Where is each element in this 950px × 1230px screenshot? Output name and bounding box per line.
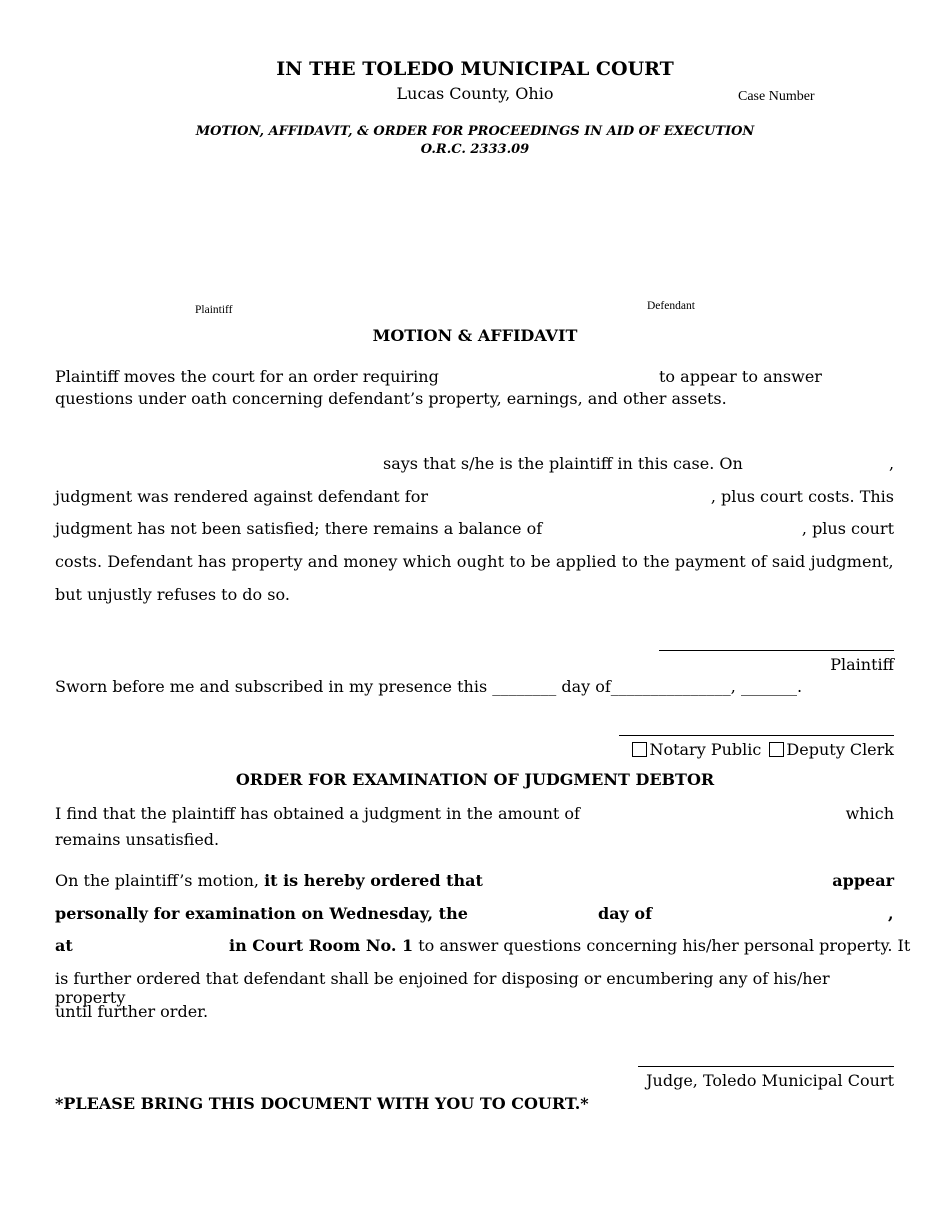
order-heading: ORDER FOR EXAMINATION OF JUDGMENT DEBTOR (235, 770, 715, 789)
order-line-3a: at (55, 936, 73, 955)
notary-public-label: Notary Public (649, 740, 762, 759)
affidavit-line-1a: says that s/he is the plaintiff in this case. On (383, 454, 743, 473)
judge-signature-line[interactable] (638, 1066, 894, 1067)
order-line-1 (55, 871, 483, 890)
order-line-1c: appear (832, 871, 894, 890)
affidavit-line-3a: judgment has not been satisfied; there remains a balance of (55, 519, 543, 538)
order-line-1a: On the plaintiff’s motion, (55, 871, 259, 890)
affidavit-line-4: costs. Defendant has property and money which ought to be applied to the payment of said judgment, (55, 552, 894, 571)
court-title: IN THE TOLEDO MUNICIPAL COURT (276, 58, 674, 80)
affidavit-line-5: but unjustly refuses to do so. (55, 585, 290, 604)
document-caption (0, 123, 950, 159)
order-line-4: is further ordered that defendant shall be enjoined for disposing or encumbering any of his/her property (55, 969, 830, 1007)
order-line-3 (229, 936, 910, 955)
order-find-b: which (845, 804, 894, 823)
affidavit-line-1b: , (889, 454, 895, 473)
county-subtitle: Lucas County, Ohio (396, 84, 554, 103)
judge-signature-label: Judge, Toledo Municipal Court (646, 1071, 894, 1090)
motion-text-2: questions under oath concerning defendant’s property, earnings, and other assets. (55, 389, 727, 408)
order-line-2b: day of (598, 904, 652, 923)
order-find-a: I find that the plaintiff has obtained a judgment in the amount of (55, 804, 580, 823)
defendant-label: Defendant (647, 300, 695, 312)
footer-notice: *PLEASE BRING THIS DOCUMENT WITH YOU TO COURT.* (55, 1094, 589, 1113)
motion-heading: MOTION & AFFIDAVIT (372, 326, 578, 345)
notary-public-checkbox[interactable] (632, 742, 647, 757)
plaintiff-signature-label: Plaintiff (830, 655, 894, 674)
deputy-clerk-checkbox[interactable] (769, 742, 784, 757)
notary-signature-line[interactable] (619, 735, 894, 736)
order-line-1b: it is hereby ordered that (264, 871, 483, 890)
affidavit-line-2b: , plus court costs. This (710, 487, 894, 506)
case-number-label: Case Number (738, 89, 815, 104)
officer-options (632, 740, 894, 759)
order-line-2a: personally for examination on Wednesday, the (55, 904, 468, 923)
plaintiff-signature-line[interactable] (659, 650, 894, 651)
affidavit-line-3b: , plus court (801, 519, 894, 538)
motion-text-1a: Plaintiff moves the court for an order requiring (55, 367, 439, 386)
order-line-3b: in Court Room No. 1 (229, 936, 414, 955)
order-line-2c: , (888, 904, 894, 923)
order-find-line-2: remains unsatisfied. (55, 830, 220, 849)
caption-line-1: MOTION, AFFIDAVIT, & ORDER FOR PROCEEDINGS IN AID OF EXECUTION (195, 124, 755, 139)
sworn-statement: Sworn before me and subscribed in my presence this ________ day of_______________, _______. (55, 677, 803, 696)
caption-line-2: O.R.C. 2333.09 (420, 142, 530, 157)
affidavit-line-2a: judgment was rendered against defendant for (55, 487, 428, 506)
order-line-5: until further order. (55, 1002, 209, 1021)
order-line-3c: to answer questions concerning his/her personal property. It (418, 936, 911, 955)
deputy-clerk-label: Deputy Clerk (786, 740, 894, 759)
plaintiff-label: Plaintiff (195, 304, 233, 316)
motion-text-1b: to appear to answer (659, 367, 822, 386)
